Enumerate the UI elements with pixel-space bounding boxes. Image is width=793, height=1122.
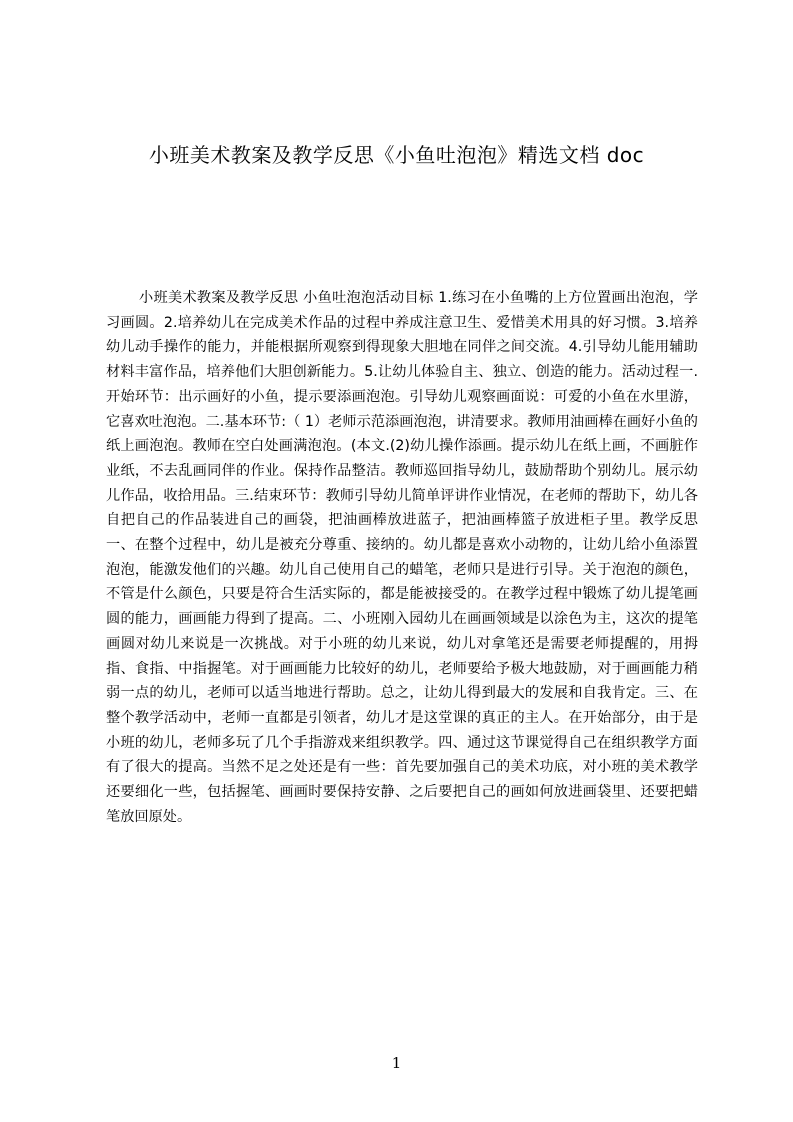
document-body: 小班美术教案及教学反思 小鱼吐泡泡活动目标 1.练习在小鱼嘴的上方位置画出泡泡，学习画圆。2.培养幼儿在完成美术作品的过程中养成注意卫生、爱惜美术用具的好习惯。3.培养幼儿动手操作的能力，并能根据所观察到得现象大胆地在同伴之间交流。4.引导幼儿能用辅助材料丰富作品，培养他们大胆创新能力。5.让幼儿体验自主、独立、创造的能力。活动过程一.开始环节：出示画好的小鱼，提示要添画泡泡。引导幼儿观察画面说：可爱的小鱼在水里游，它喜欢吐泡泡。二.基本环节:（ 1）老师示范添画泡泡，讲清要求。教师用油画棒在画好小鱼的纸上画泡泡。教师在空白处画满泡泡。(本文.(2)幼儿操作添画。提示幼儿在纸上画，不画脏作业纸，不去乱画同伴的作业。保持作品整洁。教师巡回指导幼儿，鼓励帮助个别幼儿。展示幼儿作品，收拾用品。三.结束环节：教师引导幼儿简单评讲作业情况，在老师的帮助下，幼儿各自把自己的作品装进自己的画袋，把油画棒放进蓝子，把油画棒篮子放进柜子里。教学反思一、在整个过程中，幼儿是被充分尊重、接纳的。幼儿都是喜欢小动物的，让幼儿给小鱼添置泡泡，能激发他们的兴趣。幼儿自己使用自己的蜡笔，老师只是进行引导。关于泡泡的颜色，不管是什么颜色，只要是符合生活实际的，都是能被接受的。在教学过程中锻炼了幼儿提笔画圆的能力，画画能力得到了提高。二、小班刚入园幼儿在画画领域是以涂色为主，这次的提笔画圆对幼儿来说是一次挑战。对于小班的幼儿来说，幼儿对拿笔还是需要老师提醒的，用拇指、食指、中指握笔。对于画画能力比较好的幼儿，老师要给予极大地鼓励，对于画画能力稍弱一点的幼儿，老师可以适当地进行帮助。总之，让幼儿得到最大的发展和自我肯定。三、在整个教学活动中，老师一直都是引领者，幼儿才是这堂课的真正的主人。在开始部分，由于是小班的幼儿，老师多玩了几个手指游戏来组织教学。四、通过这节课觉得自己在组织教学方面有了很大的提高。当然不足之处还是有一些：首先要加强自己的美术功底，对小班的美术教学还要细化一些，包括握笔、画画时要保持安静、之后要把自己的画如何放进画袋里、还要把蜡笔放回原处。 [106,290,698,825]
document-title: 小班美术教案及教学反思《小鱼吐泡泡》精选文档 doc [148,143,645,167]
page-number: 1 [391,1054,402,1072]
